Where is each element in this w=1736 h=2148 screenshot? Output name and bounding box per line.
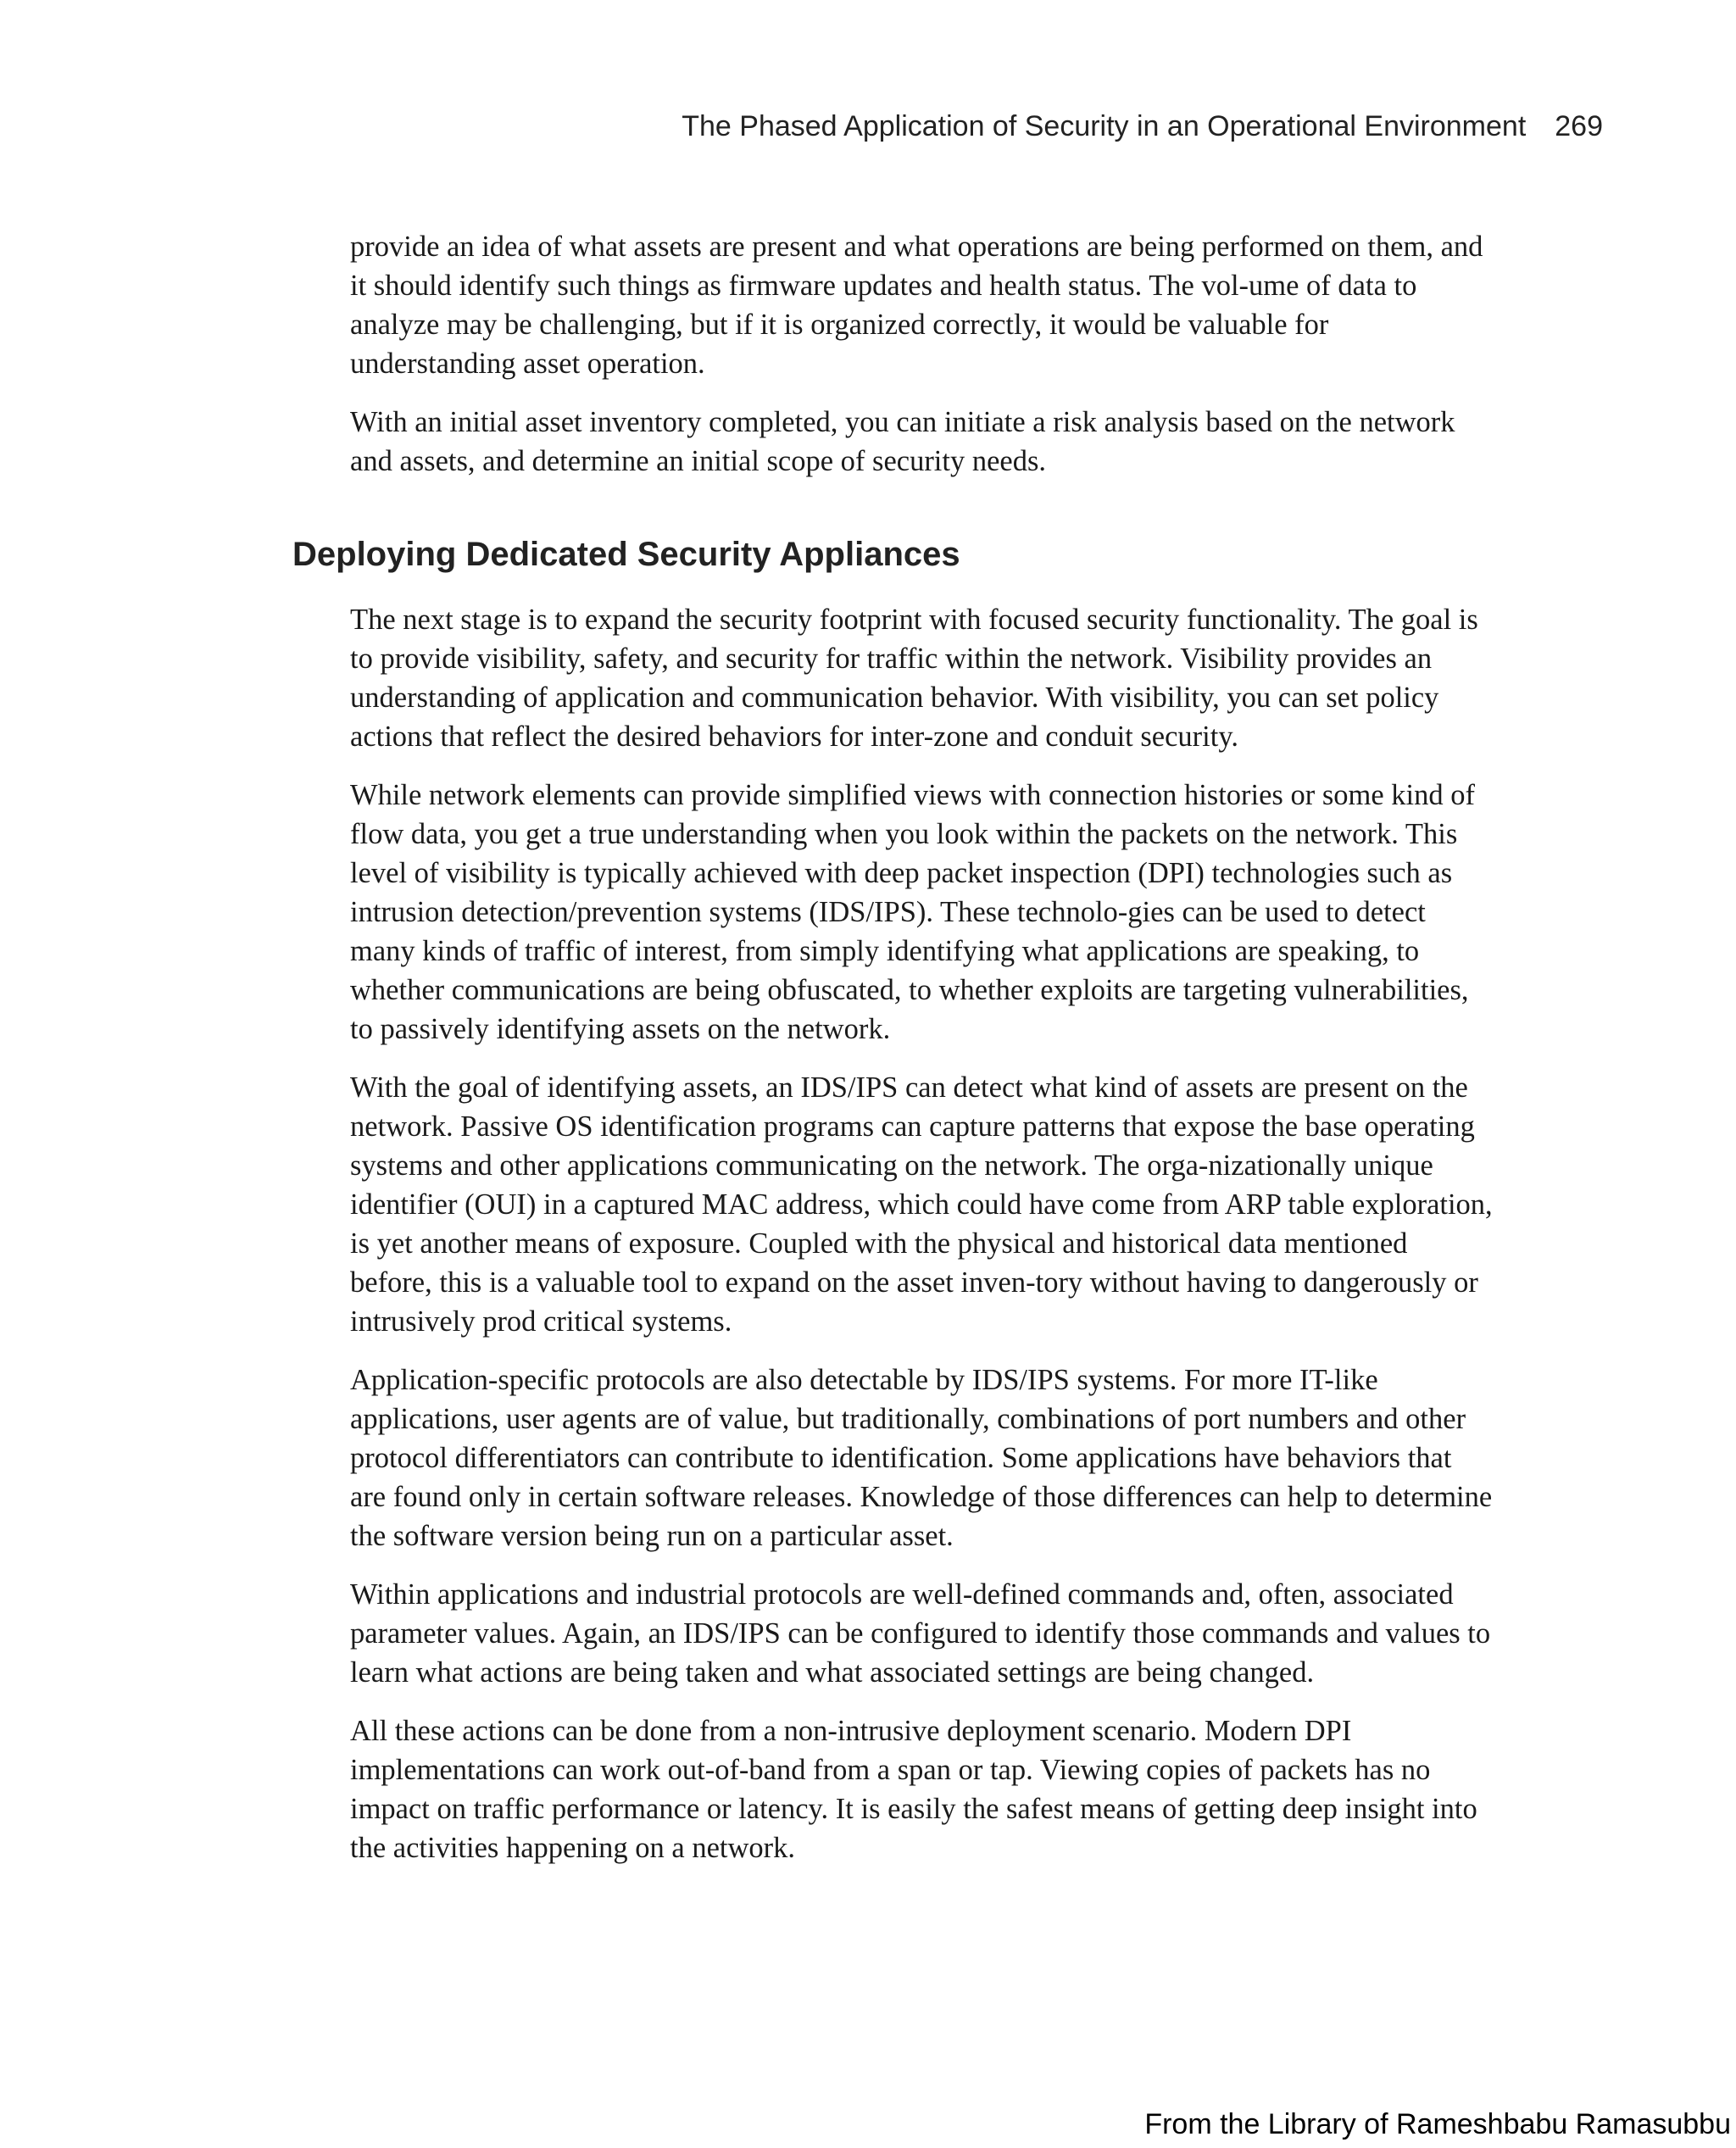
body-paragraph: With an initial asset inventory completed, you can initiate a risk analysis based on the network and assets, and determine an initial scope of security needs.	[350, 406, 1455, 477]
intro-text-block	[350, 227, 1494, 481]
section-heading: Deploying Dedicated Security Appliances	[292, 536, 960, 573]
running-title: The Phased Application of Security in an Operational Environment	[682, 110, 1527, 142]
library-watermark: From the Library of Rameshbabu Ramasubbu	[1144, 2108, 1731, 2140]
body-paragraph: While network elements can provide simplified views with connection histories or some kind of flow data, you get a true understanding when you look within the packets on the network. This level of visibility is typically achieved with deep packet inspection (DPI) technologies such as intrusion detection/prevention systems (IDS/IPS). These technolo-gies can be used to detect many kinds of traffic of interest, from simply identifying what applications are speaking, to whether communications are being obfuscated, to whether exploits are targeting vulnerabilities, to passively identifying assets on the network.	[350, 779, 1475, 1045]
body-paragraph: Application-specific protocols are also detectable by IDS/IPS systems. For more IT-like applications, user agents are of value, but traditionally, combinations of port numbers and other protocol differentiators can contribute to identification. Some applications have behaviors that are found only in certain software releases. Knowledge of those differences can help to determine the software version being run on a particular asset.	[350, 1364, 1493, 1552]
body-paragraph: With the goal of identifying assets, an IDS/IPS can detect what kind of assets are present on the network. Passive OS identification programs can capture patterns that expose the base operating systems and other applications communicating on the network. The orga-nizationally unique identifier (OUI) in a captured MAC address, which could have come from ARP table exploration, is yet another means of exposure. Coupled with the physical and historical data mentioned before, this is a valuable tool to expand on the asset inven-tory without having to dangerously or intrusively prod critical systems.	[350, 1071, 1493, 1338]
running-header	[682, 110, 1603, 143]
body-paragraph: provide an idea of what assets are present and what operations are being performed on them, and it should identify such things as firmware updates and health status. The vol-ume of data to analyze may be challenging, but if it is organized correctly, it would be valuable for understanding asset operation.	[350, 231, 1483, 380]
body-paragraph: All these actions can be done from a non-intrusive deployment scenario. Modern DPI implementations can work out-of-band from a span or tap. Viewing copies of packets has no impact on traffic performance or latency. It is easily the safest means of getting deep insight into the activities happening on a network.	[350, 1715, 1477, 1864]
section-text-block	[350, 600, 1494, 1867]
page-number: 269	[1555, 110, 1603, 142]
body-paragraph: Within applications and industrial protocols are well-defined commands and, often, associated parameter values. Again, an IDS/IPS can be configured to identify those commands and values to learn what actions are being taken and what associated settings are being changed.	[350, 1578, 1491, 1689]
body-paragraph: The next stage is to expand the security footprint with focused security functionality. The goal is to provide visibility, safety, and security for traffic within the network. Visibility provides an understanding of application and communication behavior. With visibility, you can set policy actions that reflect the desired behaviors for inter-zone and conduit security.	[350, 604, 1478, 753]
